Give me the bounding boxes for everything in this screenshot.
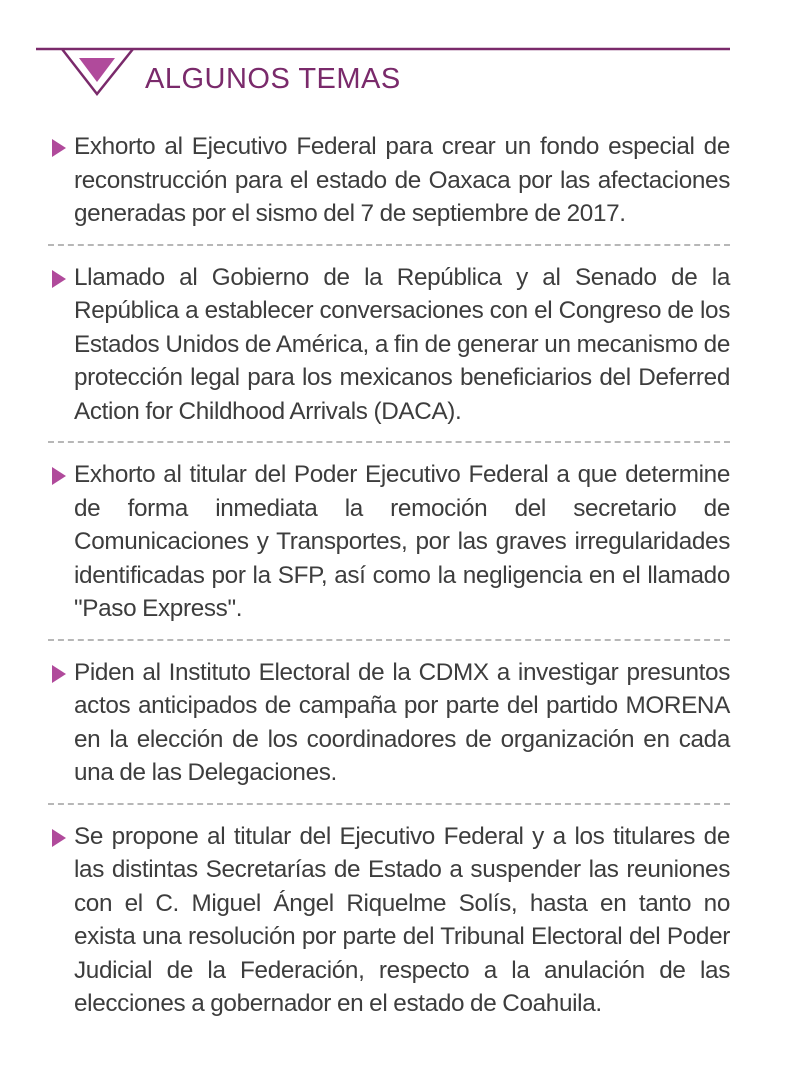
- list-item: [48, 458, 730, 626]
- list-item-text: Llamado al Gobierno de la República y al Senado de la República a establecer conversaciones con el Congreso de los Estados Unidos de América, a fin de generar un mecanismo de protección legal para los mexicanos beneficiarios del Deferred Action for Childhood Arrivals (DACA).: [74, 263, 730, 425]
- right-triangle-icon: [52, 270, 66, 288]
- dashed-divider: [48, 441, 730, 443]
- list-item: [48, 820, 730, 1021]
- section-title: ALGUNOS TEMAS: [145, 63, 401, 95]
- right-triangle-icon: [52, 665, 66, 683]
- list-item-text: Piden al Instituto Electoral de la CDMX a investigar presuntos actos anticipados de campaña por parte del partido MORENA en la elección de los coordinadores de organización en cada una de las Delegaciones.: [74, 658, 730, 786]
- dashed-divider: [48, 244, 730, 246]
- right-triangle-icon: [52, 139, 66, 157]
- section-header: [0, 0, 794, 110]
- list-item-text: Exhorto al titular del Poder Ejecutivo Federal a que determine de forma inmediata la remoción del secretario de Comunicaciones y Transportes, por las graves irregularidades identificadas por la SFP, así como la negligencia en el llamado "Paso Express".: [74, 461, 730, 622]
- list-item: [48, 130, 730, 231]
- dashed-divider: [48, 639, 730, 641]
- right-triangle-icon: [52, 829, 66, 847]
- list-item-text: Se propone al titular del Ejecutivo Federal y a los titulares de las distintas Secretarías de Estado a suspender las reuniones con el C. Miguel Ángel Riquelme Solís, hasta en tanto no exista una resolución por parte del Tribunal Electoral del Poder Judicial de la Federación, respecto a la anulación de las elecciones a gobernador en el estado de Coahuila.: [74, 822, 730, 1017]
- right-triangle-icon: [52, 467, 66, 485]
- list-item-text: Exhorto al Ejecutivo Federal para crear un fondo especial de reconstrucción para el estado de Oaxaca por las afectaciones generadas por el sismo del 7 de septiembre de 2017.: [74, 133, 730, 227]
- topics-list: [48, 130, 730, 1021]
- list-item: [48, 261, 730, 429]
- list-item: [48, 656, 730, 790]
- dashed-divider: [48, 803, 730, 805]
